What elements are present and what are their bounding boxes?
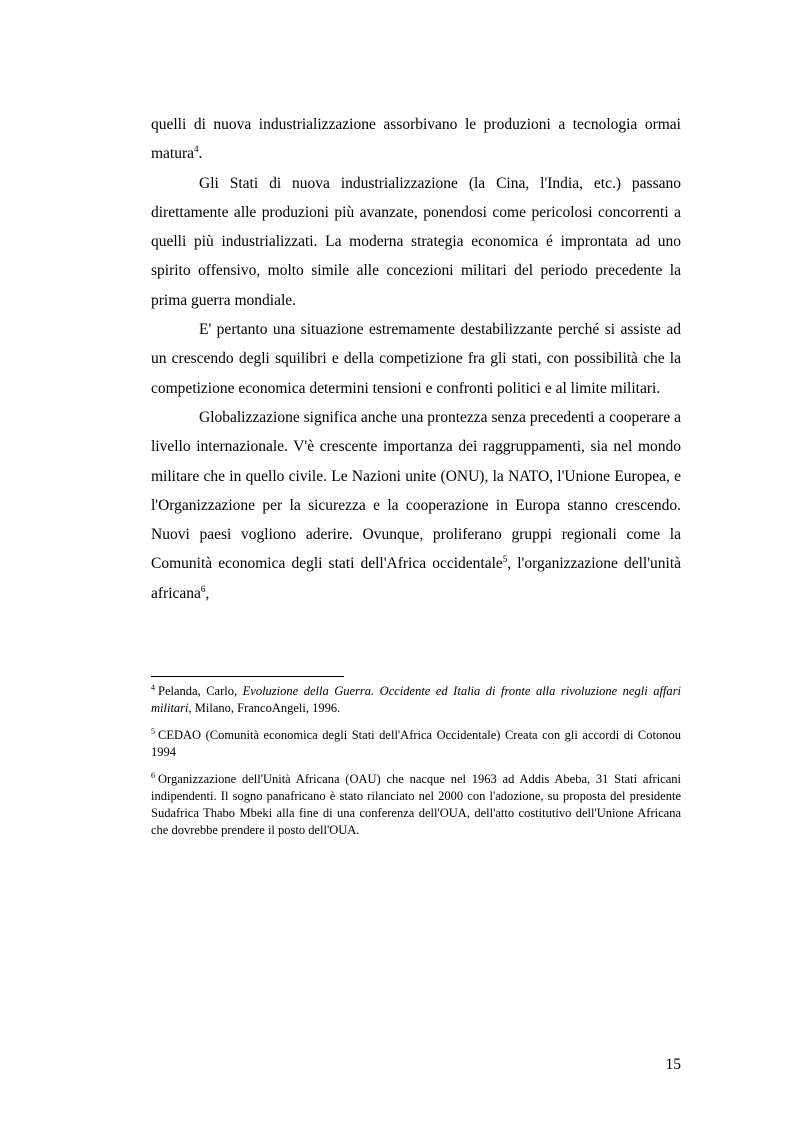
- paragraph-4: Globalizzazione significa anche una prontezza senza precedenti a cooperare a livello internazionale. V'è crescente importanza dei raggruppamenti, sia nel mondo militare che in quello civile. Le Nazioni unite (ONU), la NATO, l'Unione Europea, e l'Organizzazione per la sicurezza e la cooperazione in Europa stanno crescendo. Nuovi paesi vogliono aderire. Ovunque, proliferano gruppi regionali come la Comunità economica degli stati dell'Africa occidentale$^5$, l'organizzazione dell'unità africana$^6$,: [151, 408, 682, 602]
- body-text: [151, 110, 681, 608]
- footnote-number: 4: [151, 682, 155, 692]
- footnote-ref-4[interactable]: 4: [194, 144, 199, 155]
- footnote-title: Evoluzione della Guerra. Occidente ed Italia di fronte alla rivoluzione negli affari militari: [151, 684, 681, 715]
- footnote-separator: [151, 676, 344, 677]
- footnote-ref-6[interactable]: 6: [200, 583, 206, 594]
- paragraph-2: Gli Stati di nuova industrializzazione (la Cina, l'India, etc.) passano direttamente alle produzioni più avanzate, ponendosi come pericolosi concorrenti a quelli più industrializzati. La moderna strategia economica é improntata ad uno spirito offensivo, molto simile alle concezioni militari del periodo precedente la prima guerra mondiale.: [151, 174, 681, 309]
- footnote-6: $^6$ Organizzazione dell'Unità Africana (OAU) che nacque nel 1963 ad Addis Abeba, 31 Stati africani indipendenti. Il sogno panafricano è stato rilanciato nel 2000 con l'adozione, su proposta del presidente Sudafrica Thabo Mbeki alla fine di una conferenza dell'OUA, dell'atto costitutivo dell'Unione Africana che dovrebbe prendere il posto dell'OUA.: [151, 770, 681, 837]
- page-number: 15: [665, 1056, 681, 1073]
- paragraph-3: E' pertanto una situazione estremamente destabilizzante perché si assiste ad un crescendo degli squilibri e della competizione fra gli stati, con possibilità che la competizione economica determini tensioni e confronti politici e al limite militari.: [151, 321, 681, 397]
- footnote-number: 5: [151, 726, 155, 736]
- paragraph-1: quelli di nuova industrializzazione assorbivano le produzioni a tecnologia ormai matura$^4$.: [151, 116, 681, 163]
- footnote-5: $^5$ CEDAO (Comunità economica degli Stati dell'Africa Occidentale) Creata con gli accordi di Cotonou 1994: [151, 726, 681, 759]
- footnote-4: $^4$ Pelanda, Carlo, Evoluzione della Guerra. Occidente ed Italia di fronte alla rivoluzione negli affari militari, Milano, FrancoAngeli, 1996.: [151, 682, 681, 715]
- footnote-number: 6: [151, 770, 155, 780]
- footnote-ref-5[interactable]: 5: [502, 554, 508, 565]
- footnotes: [151, 683, 681, 849]
